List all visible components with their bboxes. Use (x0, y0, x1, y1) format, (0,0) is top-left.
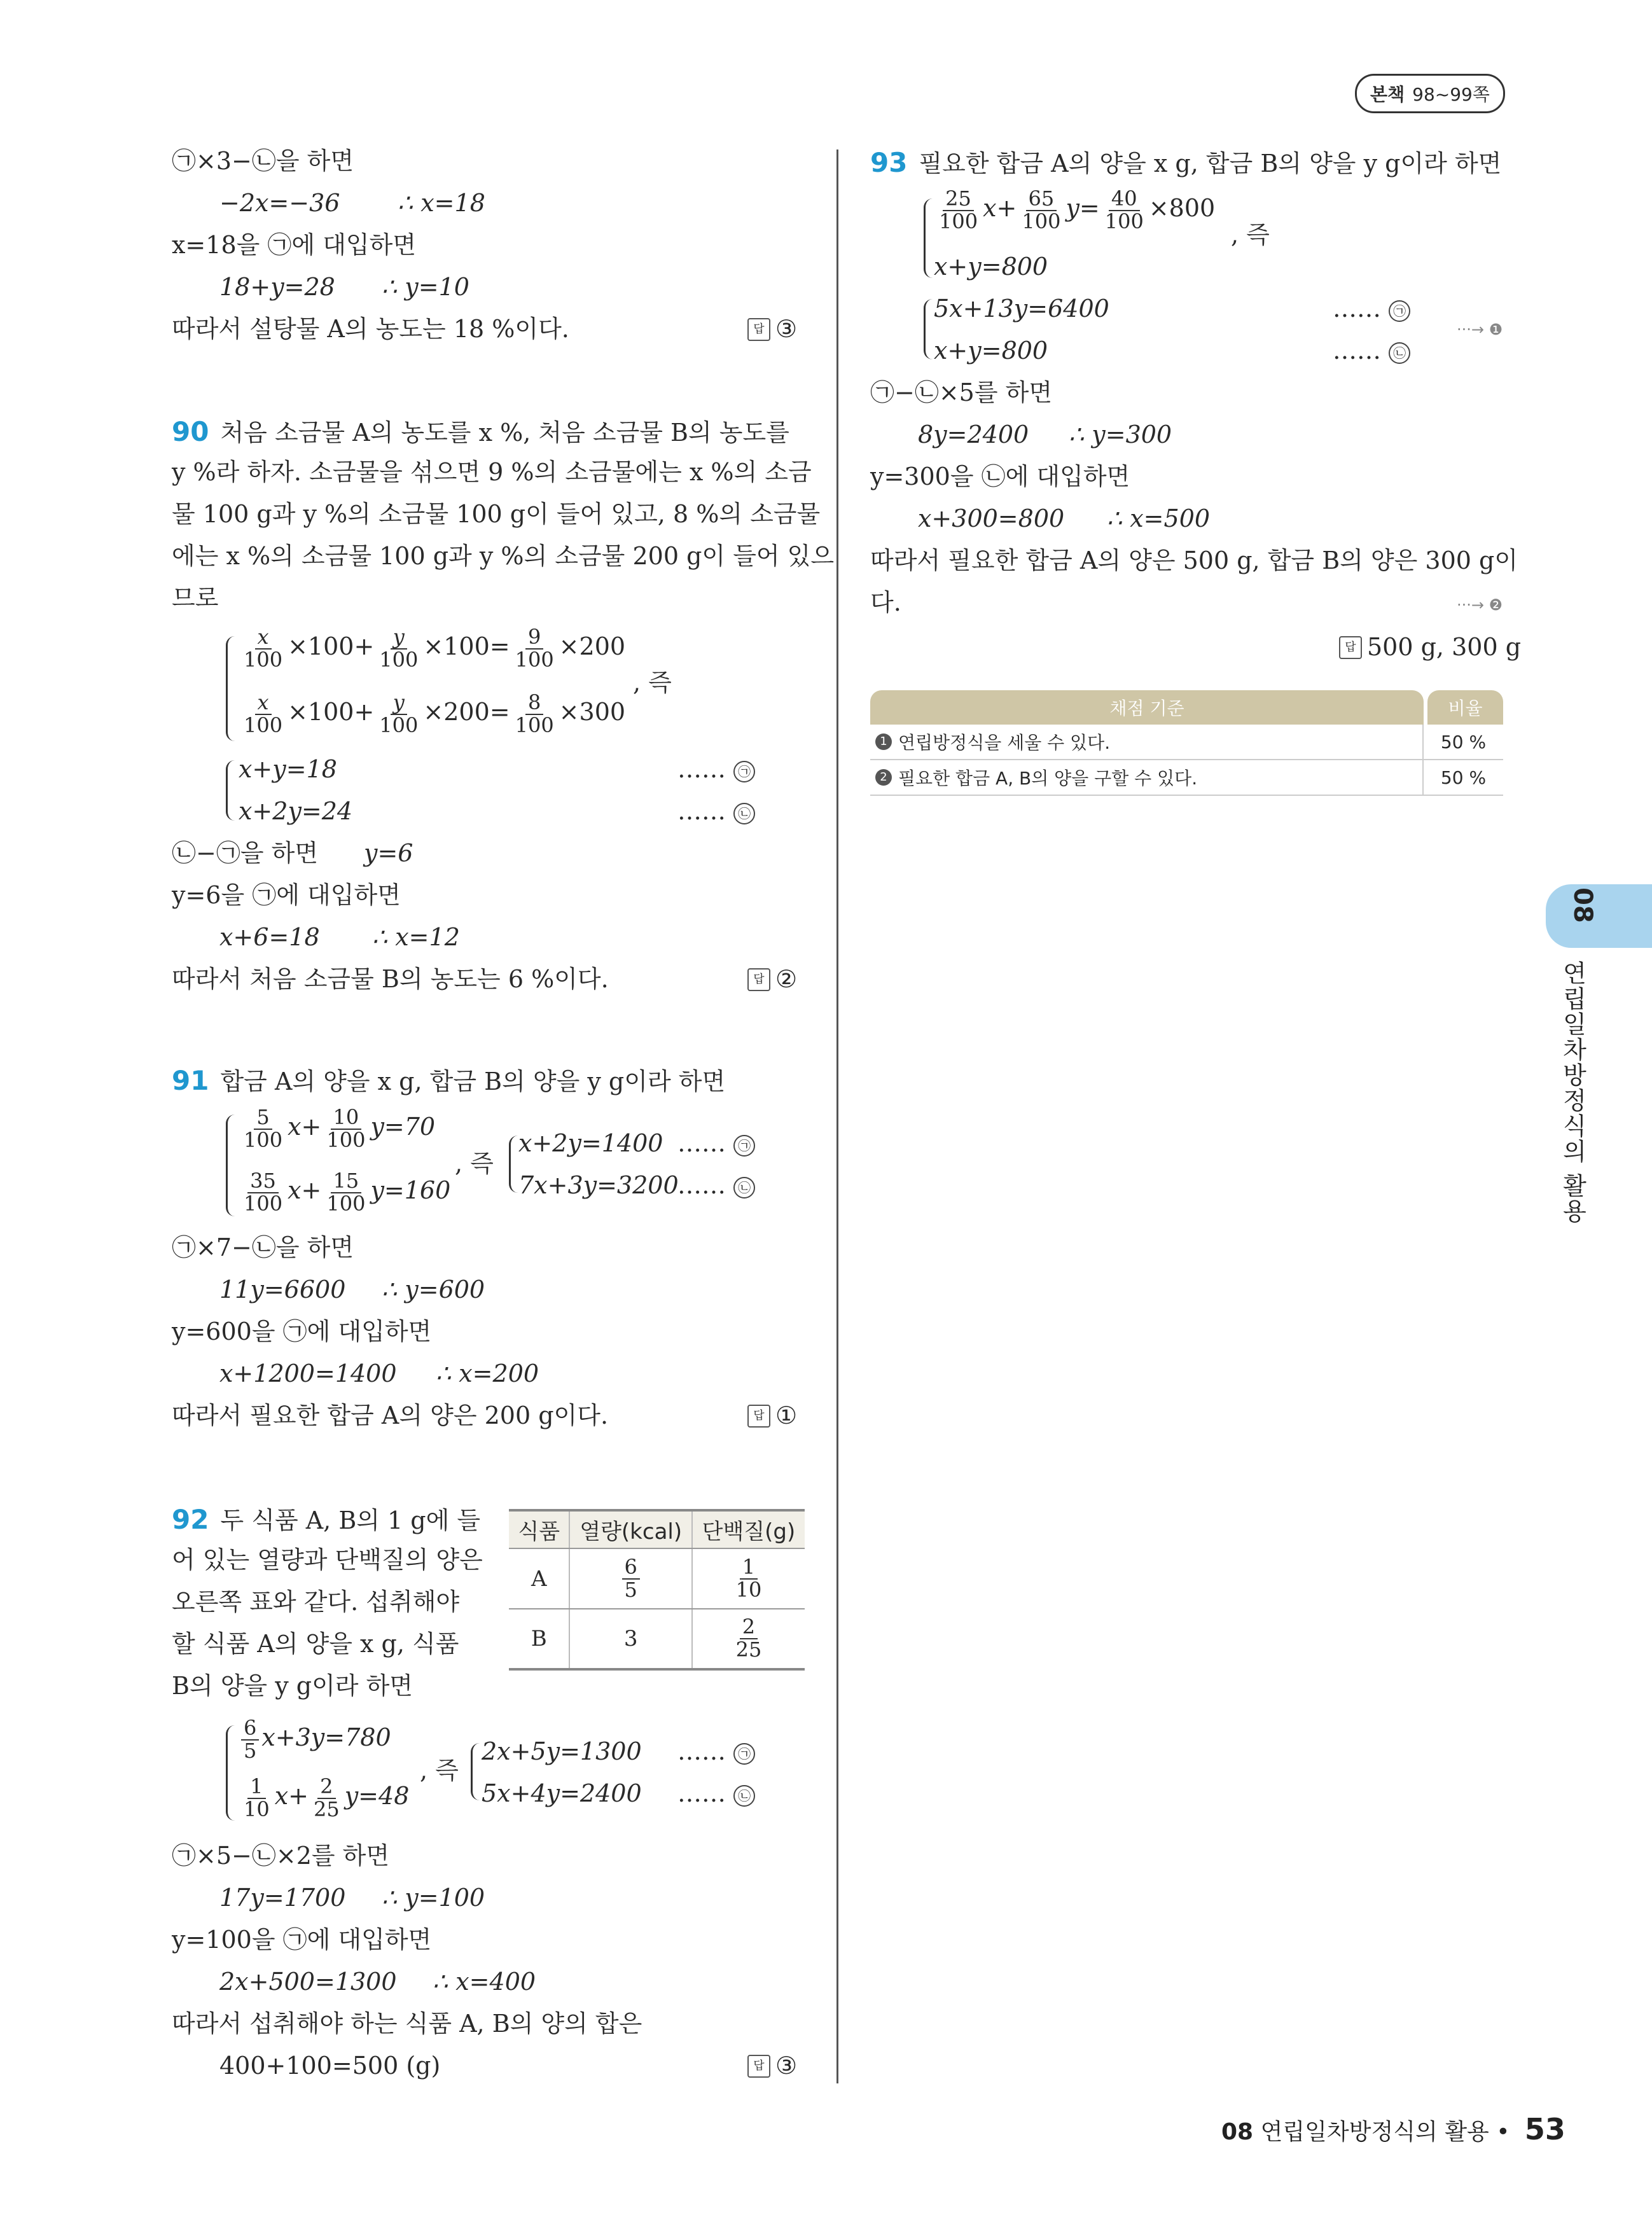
p89-line-5: 따라서 설탕물 A의 농도는 18 %이다. (172, 315, 569, 343)
column-divider (836, 149, 838, 2083)
p91-work-4b: ∴ x=200 (436, 1359, 539, 1387)
table-cell: 3 (569, 1609, 691, 1669)
p93-work-2a: 8y=2400 (918, 420, 1029, 448)
p92-work-2a: 17y=1700 (219, 1884, 346, 1912)
p92-work-4b: ∴ x=400 (433, 1968, 536, 1996)
p89-line-2a: −2x=−36 (219, 189, 340, 217)
answer-icon: 답 (747, 318, 770, 341)
badge-pages: 98~99쪽 (1412, 84, 1490, 105)
p93-work-2b: ∴ y=300 (1069, 420, 1172, 448)
p89-answer-value: ③ (775, 315, 798, 343)
step-mark: 2 (875, 769, 892, 786)
fraction: $\frac{8}{100}$ (515, 690, 554, 737)
p93-work-4b: ∴ x=500 (1107, 504, 1211, 532)
p92-work-4a: 2x+500=1300 (219, 1968, 397, 1996)
p93-answer-value: 500 g, 300 g (1367, 633, 1522, 661)
fraction: $\frac{x}{100}$ (244, 690, 283, 737)
grading-header (870, 690, 1503, 725)
problem-number: 90 (172, 416, 209, 447)
table-cell: B (509, 1609, 569, 1669)
p93-sys-1: 5x+13y=6400 (934, 295, 1109, 323)
p91-work-5: 따라서 필요한 합금 A의 양은 200 g이다. (172, 1401, 609, 1429)
p93-work-5: 따라서 필요한 합금 A의 양은 500 g, 합금 B의 양은 300 g이 (870, 546, 1518, 574)
p91-work-4a: x+1200=1400 (219, 1359, 397, 1387)
page-reference-badge (1355, 74, 1505, 113)
table-row (870, 725, 1503, 760)
fraction: $\frac{x}{100}$ (244, 625, 283, 672)
p91-text-1: 합금 A의 양을 x g, 합금 B의 양을 y g이라 하면 (220, 1067, 726, 1095)
table-cell: $\frac{6}{5}$ (569, 1548, 691, 1609)
p89-line-4a: 18+y=28 (219, 273, 335, 301)
p93-answer (1339, 634, 1521, 662)
fraction: $\frac{9}{100}$ (515, 625, 554, 672)
p91-work-2a: 11y=6600 (219, 1275, 346, 1303)
table-row (870, 760, 1503, 796)
problem-number: 92 (172, 1504, 209, 1535)
fraction: $\frac{y}{100}$ (379, 625, 419, 672)
badge-label: 본책 (1370, 84, 1405, 105)
p93-work-6: 다. (870, 588, 901, 616)
p92-line-1 (172, 1505, 480, 1535)
chapter-side-title: 연립일차방정식의 활용 (1558, 961, 1586, 1225)
chapter-tab-number: 08 (1567, 887, 1597, 923)
table-header: 열량(kcal) (569, 1510, 691, 1548)
p92-text-2: 어 있는 열량과 단백질의 양은 (172, 1546, 483, 1574)
p91-eq-1: $\frac{5}{100}$ x+ $\frac{10}{100}$ y=70 (244, 1105, 436, 1152)
p91-sys-1: x+2y=1400 (518, 1129, 663, 1157)
p91-sys-1-label: …… ㉠ (677, 1130, 755, 1158)
page-number: 53 (1524, 2112, 1565, 2146)
p92-sys-2: 5x+4y=2400 (482, 1779, 642, 1807)
grading-criterion: 연립방정식을 세울 수 있다. (898, 732, 1111, 753)
grading-criteria-table (870, 690, 1503, 796)
p89-line-1: ㉠×3−㉡을 하면 (172, 147, 354, 175)
p90-line-1 (172, 417, 789, 447)
table-header: 식품 (509, 1510, 569, 1548)
step-mark: 1 (875, 733, 892, 750)
p92-work-6: 400+100=500 (g) (219, 2052, 441, 2080)
p90-work-1a: ㉡−㉠을 하면 (172, 839, 319, 867)
p92-sys-1-label: …… ㉠ (677, 1738, 755, 1766)
p89-line-4b: ∴ y=10 (382, 273, 469, 301)
p92-text-5: B의 양을 y g이라 하면 (172, 1672, 413, 1700)
p90-sys-2-label: …… ㉡ (677, 798, 755, 826)
p90-sys-1-label: …… ㉠ (677, 756, 755, 784)
p91-comma: , 즉 (455, 1150, 494, 1178)
table-cell: $\frac{1}{10}$ (692, 1548, 805, 1609)
p90-work-4: 따라서 처음 소금물 B의 농도는 6 %이다. (172, 965, 609, 993)
table-row (509, 1548, 805, 1609)
p92-eq-1: $\frac{6}{5}$ x+3y=780 (239, 1718, 391, 1762)
p93-work-4a: x+300=800 (918, 504, 1065, 532)
grading-header-ratio: 비율 (1427, 690, 1503, 725)
table-header-row (509, 1510, 805, 1548)
p91-work-2b: ∴ y=600 (382, 1275, 485, 1303)
grading-header-criteria: 채점 기준 (870, 690, 1424, 725)
p90-text-4: 에는 x %의 소금물 100 g과 y %의 소금물 200 g이 들어 있으 (172, 542, 835, 570)
footer-chapter-title: 연립일차방정식의 활용 (1260, 2119, 1489, 2145)
p91-eq-2: $\frac{35}{100}$ x+ $\frac{15}{100}$ y=160 (244, 1169, 451, 1216)
grading-criterion: 필요한 합금 A, B의 양을 구할 수 있다. (898, 768, 1198, 789)
p90-sys-2: x+2y=24 (239, 797, 353, 825)
table-header: 단백질(g) (692, 1510, 805, 1548)
p92-text-3: 오른쪽 표와 같다. 섭취해야 (172, 1588, 460, 1616)
p92-answer-value: ③ (775, 2052, 798, 2080)
p91-answer (747, 1402, 797, 1430)
p92-sys-2-label: …… ㉡ (677, 1780, 755, 1808)
p90-eq-1: $\frac{x}{100}$ ×100+ $\frac{y}{100}$ ×100= $\frac{9}{100}$ ×200 (239, 627, 625, 671)
p93-sys-2-label: …… ㉡ (1333, 337, 1410, 365)
p89-line-3: x=18을 ㉠에 대입하면 (172, 231, 417, 259)
p90-sys-1: x+y=18 (239, 755, 337, 783)
p92-text-1: 두 식품 A, B의 1 g에 들 (220, 1506, 481, 1534)
p90-work-2: y=6을 ㉠에 대입하면 (172, 881, 401, 909)
p93-sys-2: x+y=800 (934, 337, 1048, 365)
p93-eq-1: $\frac{25}{100}$ x+ $\frac{65}{100}$ y= $\frac{40}{100}$ ×800 (939, 186, 1216, 233)
p90-text-5: 므로 (172, 584, 219, 612)
p89-answer (747, 316, 797, 344)
table-cell: $\frac{2}{25}$ (692, 1609, 805, 1669)
chapter-tab (1546, 884, 1652, 948)
food-nutrition-table (509, 1509, 805, 1671)
step-marker-2: ···→ ❷ (1457, 596, 1503, 614)
grading-ratio: 50 % (1440, 731, 1487, 753)
p91-sys-2-label: …… ㉡ (677, 1172, 755, 1200)
p93-sys-1-label: …… ㉠ (1333, 295, 1410, 323)
problem-number: 91 (172, 1065, 209, 1096)
table-row (509, 1609, 805, 1669)
problem-number: 93 (870, 147, 908, 178)
p91-line-1 (172, 1066, 725, 1096)
p90-answer-value: ② (775, 965, 798, 993)
p92-work-5: 따라서 섭취해야 하는 식품 A, B의 양의 합은 (172, 2010, 642, 2038)
p90-text-3: 물 100 g과 y %의 소금물 100 g이 들어 있고, 8 %의 소금물 (172, 500, 821, 528)
p91-sys-2: 7x+3y=3200 (518, 1171, 679, 1199)
fraction: $\frac{y}{100}$ (379, 690, 419, 737)
p92-comma: , 즉 (420, 1756, 459, 1784)
p92-work-2b: ∴ y=100 (382, 1884, 485, 1912)
grading-ratio: 50 % (1440, 767, 1487, 788)
p92-answer (747, 2052, 797, 2080)
answer-icon: 답 (747, 968, 770, 991)
p93-work-1: ㉠−㉡×5를 하면 (870, 379, 1053, 407)
footer-bullet: • (1496, 2119, 1510, 2145)
p92-work-3: y=100을 ㉠에 대입하면 (172, 1926, 432, 1954)
p90-work-3a: x+6=18 (219, 923, 320, 951)
page-footer (1221, 2112, 1565, 2146)
p90-work-1b: y=6 (364, 839, 413, 867)
p93-line-1 (870, 148, 1501, 178)
p90-text-2: y %라 하자. 소금물을 섞으면 9 %의 소금물에는 x %의 소금 (172, 458, 812, 486)
p90-text-1: 처음 소금물 A의 농도를 x %, 처음 소금물 B의 농도를 (220, 419, 789, 447)
p90-comma: , 즉 (633, 669, 672, 697)
p92-eq-2: $\frac{1}{10}$ x+ $\frac{2}{25}$ y=48 (244, 1774, 410, 1821)
answer-icon: 답 (747, 2055, 770, 2078)
answer-icon: 답 (1339, 636, 1362, 659)
p90-answer (747, 966, 797, 994)
footer-chapter-number: 08 (1221, 2119, 1254, 2145)
p90-eq-2: $\frac{x}{100}$ ×100+ $\frac{y}{100}$ ×200= $\frac{8}{100}$ ×300 (239, 692, 625, 736)
p92-text-4: 할 식품 A의 양을 x g, 식품 (172, 1630, 459, 1658)
answer-icon: 답 (747, 1405, 770, 1428)
step-marker-1: ···→ ❶ (1457, 321, 1503, 338)
p91-answer-value: ① (775, 1401, 798, 1429)
p93-eq-2: x+y=800 (934, 253, 1048, 281)
p92-work-1: ㉠×5−㉡×2를 하면 (172, 1842, 390, 1870)
p92-sys-1: 2x+5y=1300 (482, 1737, 642, 1765)
p89-line-2b: ∴ x=18 (398, 189, 485, 217)
p93-text-1: 필요한 합금 A의 양을 x g, 합금 B의 양을 y g이라 하면 (919, 149, 1502, 177)
table-cell: A (509, 1548, 569, 1609)
p91-work-3: y=600을 ㉠에 대입하면 (172, 1317, 432, 1345)
p90-work-3b: ∴ x=12 (372, 923, 460, 951)
p91-work-1: ㉠×7−㉡을 하면 (172, 1234, 354, 1261)
p93-comma: , 즉 (1231, 221, 1270, 249)
p93-work-3: y=300을 ㉡에 대입하면 (870, 462, 1130, 490)
